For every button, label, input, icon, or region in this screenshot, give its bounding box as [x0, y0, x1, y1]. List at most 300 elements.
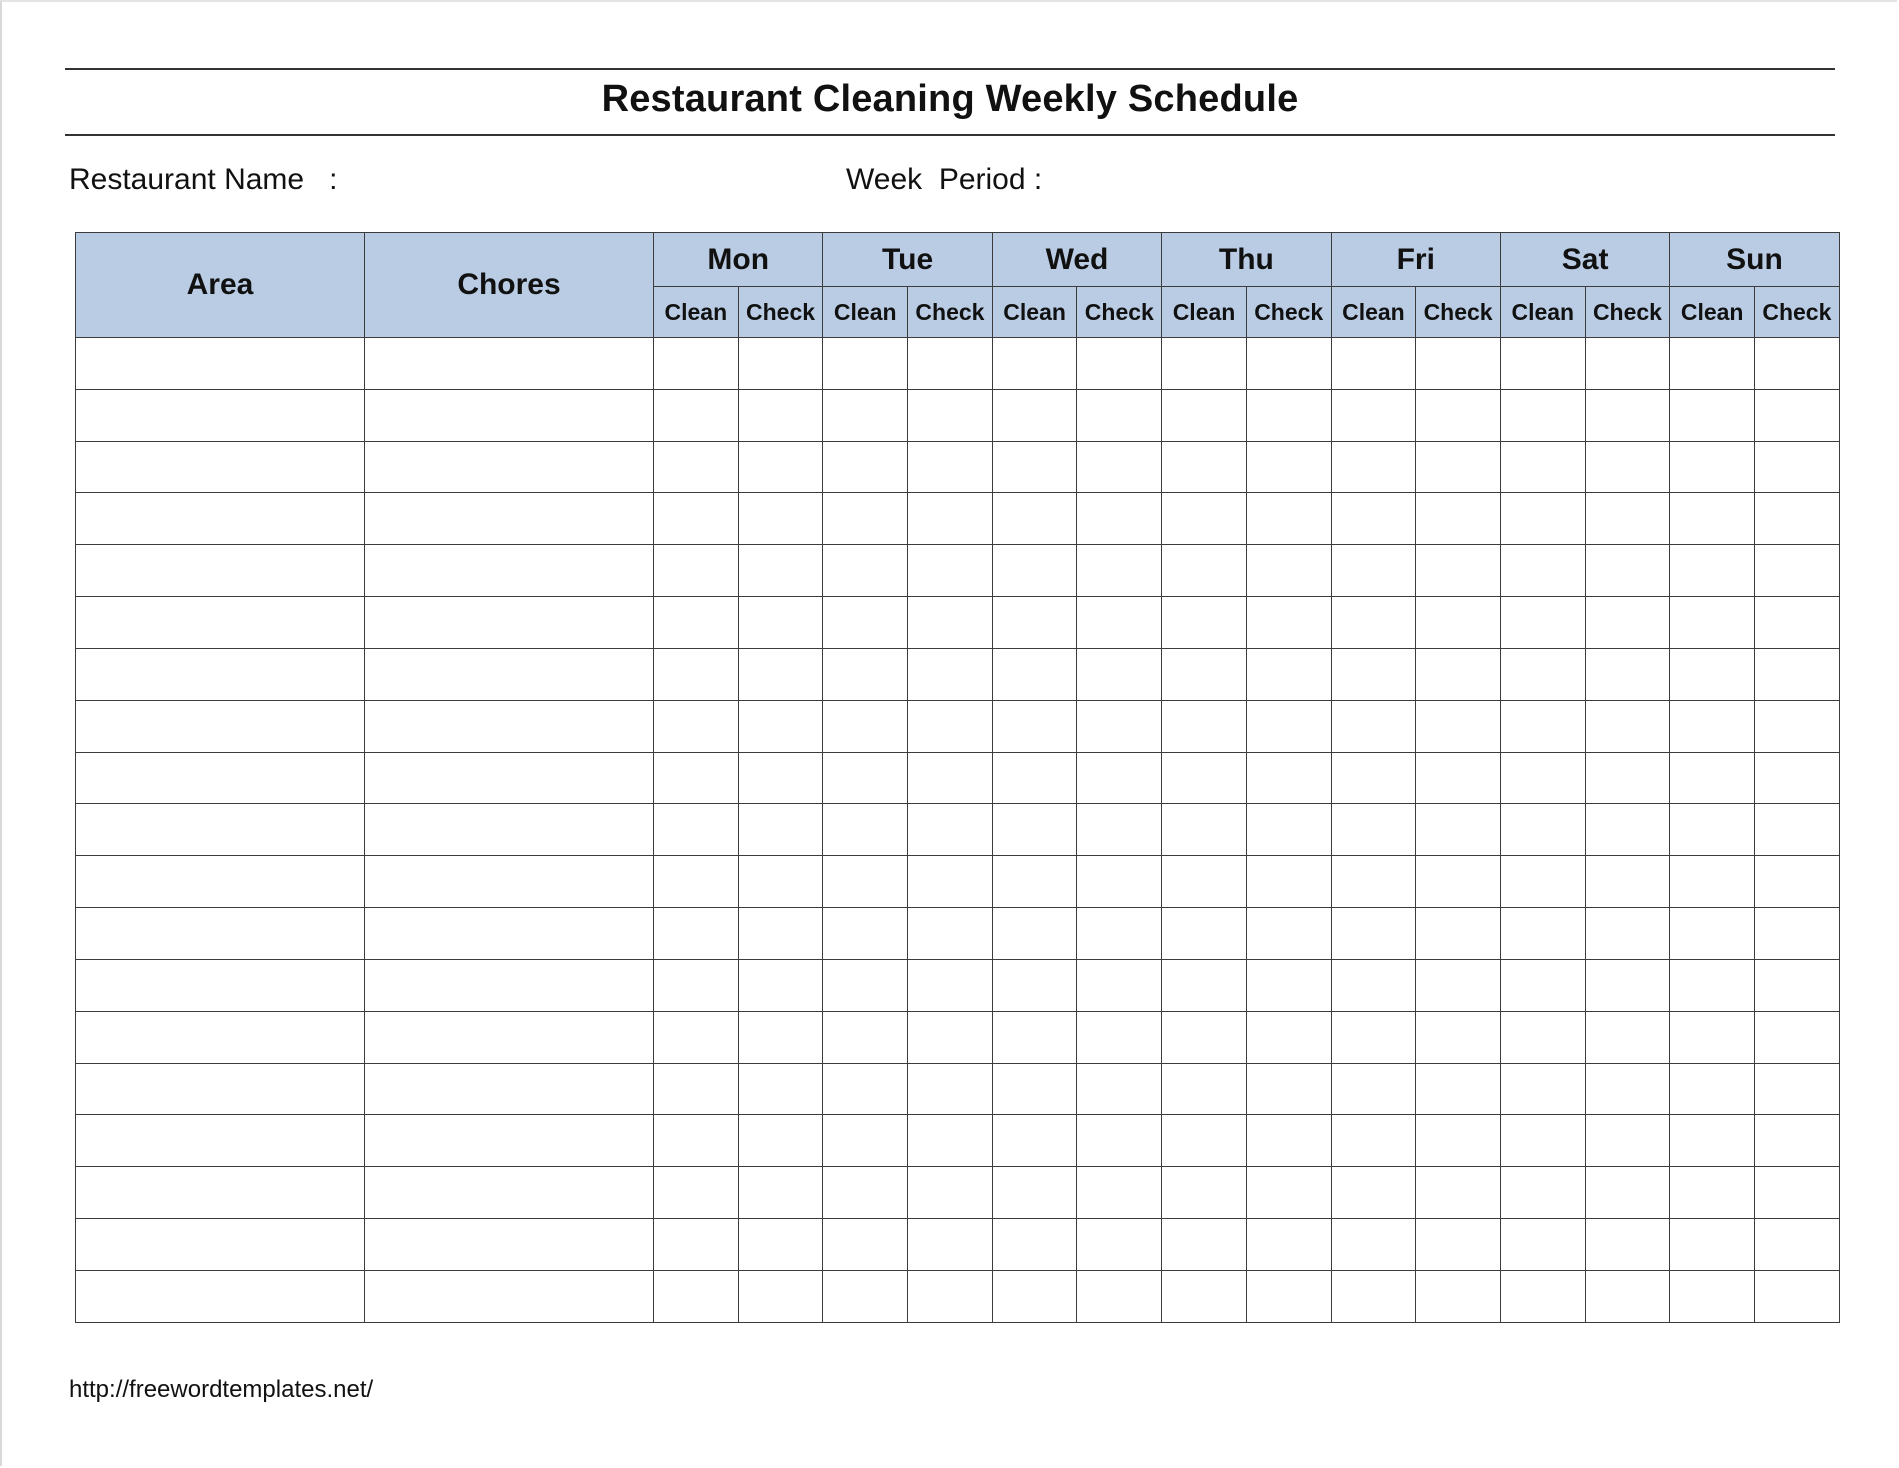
cell-thu-clean[interactable] [1162, 1115, 1247, 1167]
area-cell[interactable] [76, 597, 365, 649]
chores-cell[interactable] [365, 1270, 654, 1322]
cell-mon-check[interactable] [738, 700, 823, 752]
cell-tue-check[interactable] [908, 1115, 993, 1167]
cell-sat-clean[interactable] [1500, 1011, 1585, 1063]
cell-tue-clean[interactable] [823, 700, 908, 752]
cell-mon-clean[interactable] [654, 752, 739, 804]
cell-fri-clean[interactable] [1331, 959, 1416, 1011]
cell-sun-clean[interactable] [1670, 493, 1755, 545]
cell-thu-check[interactable] [1246, 338, 1331, 390]
cell-sun-clean[interactable] [1670, 1270, 1755, 1322]
cell-sat-check[interactable] [1585, 700, 1670, 752]
cell-fri-check[interactable] [1416, 648, 1501, 700]
cell-sat-clean[interactable] [1500, 389, 1585, 441]
chores-cell[interactable] [365, 389, 654, 441]
cell-thu-check[interactable] [1246, 597, 1331, 649]
cell-sun-check[interactable] [1755, 959, 1840, 1011]
cell-fri-check[interactable] [1416, 959, 1501, 1011]
cell-thu-check[interactable] [1246, 493, 1331, 545]
cell-fri-check[interactable] [1416, 1270, 1501, 1322]
chores-cell[interactable] [365, 1115, 654, 1167]
cell-mon-clean[interactable] [654, 700, 739, 752]
cell-fri-clean[interactable] [1331, 1270, 1416, 1322]
cell-sun-check[interactable] [1755, 1063, 1840, 1115]
cell-thu-clean[interactable] [1162, 1270, 1247, 1322]
cell-tue-check[interactable] [908, 441, 993, 493]
area-cell[interactable] [76, 493, 365, 545]
cell-wed-check[interactable] [1077, 959, 1162, 1011]
cell-fri-clean[interactable] [1331, 493, 1416, 545]
area-cell[interactable] [76, 908, 365, 960]
cell-wed-check[interactable] [1077, 493, 1162, 545]
cell-thu-clean[interactable] [1162, 389, 1247, 441]
cell-thu-clean[interactable] [1162, 441, 1247, 493]
cell-fri-clean[interactable] [1331, 1115, 1416, 1167]
cell-sat-check[interactable] [1585, 1270, 1670, 1322]
cell-wed-check[interactable] [1077, 597, 1162, 649]
cell-sat-clean[interactable] [1500, 597, 1585, 649]
cell-thu-check[interactable] [1246, 804, 1331, 856]
cell-sun-clean[interactable] [1670, 597, 1755, 649]
cell-sun-check[interactable] [1755, 752, 1840, 804]
chores-cell[interactable] [365, 1219, 654, 1271]
cell-mon-clean[interactable] [654, 1219, 739, 1271]
cell-fri-check[interactable] [1416, 856, 1501, 908]
cell-wed-check[interactable] [1077, 700, 1162, 752]
area-cell[interactable] [76, 804, 365, 856]
cell-wed-check[interactable] [1077, 338, 1162, 390]
area-cell[interactable] [76, 959, 365, 1011]
cell-thu-check[interactable] [1246, 441, 1331, 493]
cell-mon-check[interactable] [738, 545, 823, 597]
cell-tue-clean[interactable] [823, 545, 908, 597]
cell-tue-check[interactable] [908, 804, 993, 856]
cell-fri-clean[interactable] [1331, 1167, 1416, 1219]
cell-thu-check[interactable] [1246, 1219, 1331, 1271]
cell-wed-clean[interactable] [992, 1270, 1077, 1322]
cell-fri-check[interactable] [1416, 441, 1501, 493]
cell-wed-check[interactable] [1077, 648, 1162, 700]
cell-thu-check[interactable] [1246, 1115, 1331, 1167]
cell-sat-check[interactable] [1585, 856, 1670, 908]
cell-sun-check[interactable] [1755, 908, 1840, 960]
cell-sat-clean[interactable] [1500, 338, 1585, 390]
cell-mon-clean[interactable] [654, 856, 739, 908]
cell-wed-check[interactable] [1077, 856, 1162, 908]
cell-tue-check[interactable] [908, 856, 993, 908]
cell-fri-clean[interactable] [1331, 1011, 1416, 1063]
cell-sun-check[interactable] [1755, 597, 1840, 649]
cell-sun-clean[interactable] [1670, 1011, 1755, 1063]
chores-cell[interactable] [365, 597, 654, 649]
cell-mon-check[interactable] [738, 1011, 823, 1063]
cell-thu-check[interactable] [1246, 1063, 1331, 1115]
area-cell[interactable] [76, 648, 365, 700]
cell-sat-check[interactable] [1585, 908, 1670, 960]
cell-mon-check[interactable] [738, 597, 823, 649]
cell-fri-clean[interactable] [1331, 752, 1416, 804]
cell-mon-check[interactable] [738, 1219, 823, 1271]
cell-tue-check[interactable] [908, 700, 993, 752]
cell-wed-check[interactable] [1077, 908, 1162, 960]
cell-fri-clean[interactable] [1331, 804, 1416, 856]
cell-wed-clean[interactable] [992, 389, 1077, 441]
cell-wed-clean[interactable] [992, 545, 1077, 597]
cell-thu-clean[interactable] [1162, 545, 1247, 597]
cell-sun-check[interactable] [1755, 493, 1840, 545]
cell-wed-clean[interactable] [992, 752, 1077, 804]
area-cell[interactable] [76, 1219, 365, 1271]
cell-mon-clean[interactable] [654, 1115, 739, 1167]
cell-mon-check[interactable] [738, 752, 823, 804]
cell-sun-check[interactable] [1755, 1167, 1840, 1219]
chores-cell[interactable] [365, 908, 654, 960]
cell-thu-clean[interactable] [1162, 856, 1247, 908]
cell-mon-check[interactable] [738, 493, 823, 545]
area-cell[interactable] [76, 545, 365, 597]
cell-sat-check[interactable] [1585, 648, 1670, 700]
cell-wed-clean[interactable] [992, 1115, 1077, 1167]
cell-thu-clean[interactable] [1162, 1167, 1247, 1219]
cell-sun-clean[interactable] [1670, 1063, 1755, 1115]
cell-sun-clean[interactable] [1670, 1219, 1755, 1271]
cell-sun-clean[interactable] [1670, 545, 1755, 597]
cell-thu-clean[interactable] [1162, 1011, 1247, 1063]
cell-fri-clean[interactable] [1331, 338, 1416, 390]
cell-sat-check[interactable] [1585, 338, 1670, 390]
cell-thu-check[interactable] [1246, 700, 1331, 752]
cell-sat-clean[interactable] [1500, 804, 1585, 856]
cell-mon-clean[interactable] [654, 1270, 739, 1322]
cell-sun-check[interactable] [1755, 441, 1840, 493]
cell-fri-check[interactable] [1416, 338, 1501, 390]
cell-mon-clean[interactable] [654, 389, 739, 441]
footer-url[interactable]: http://freewordtemplates.net/ [69, 1376, 374, 1403]
cell-thu-check[interactable] [1246, 389, 1331, 441]
chores-cell[interactable] [365, 648, 654, 700]
cell-thu-clean[interactable] [1162, 804, 1247, 856]
cell-sun-clean[interactable] [1670, 752, 1755, 804]
cell-thu-check[interactable] [1246, 1167, 1331, 1219]
chores-cell[interactable] [365, 1011, 654, 1063]
cell-tue-check[interactable] [908, 1063, 993, 1115]
cell-mon-clean[interactable] [654, 1167, 739, 1219]
cell-tue-check[interactable] [908, 1270, 993, 1322]
cell-wed-check[interactable] [1077, 1167, 1162, 1219]
cell-fri-clean[interactable] [1331, 700, 1416, 752]
cell-fri-clean[interactable] [1331, 389, 1416, 441]
cell-thu-check[interactable] [1246, 1270, 1331, 1322]
cell-wed-check[interactable] [1077, 804, 1162, 856]
cell-fri-check[interactable] [1416, 1115, 1501, 1167]
cell-thu-clean[interactable] [1162, 493, 1247, 545]
cell-sun-check[interactable] [1755, 1219, 1840, 1271]
cell-sat-check[interactable] [1585, 493, 1670, 545]
cell-sun-check[interactable] [1755, 700, 1840, 752]
cell-thu-check[interactable] [1246, 752, 1331, 804]
cell-fri-check[interactable] [1416, 545, 1501, 597]
chores-cell[interactable] [365, 338, 654, 390]
cell-thu-clean[interactable] [1162, 700, 1247, 752]
chores-cell[interactable] [365, 545, 654, 597]
cell-sun-clean[interactable] [1670, 856, 1755, 908]
cell-sat-clean[interactable] [1500, 493, 1585, 545]
chores-cell[interactable] [365, 752, 654, 804]
cell-sat-check[interactable] [1585, 1167, 1670, 1219]
cell-sat-clean[interactable] [1500, 1219, 1585, 1271]
cell-mon-clean[interactable] [654, 1011, 739, 1063]
cell-tue-clean[interactable] [823, 856, 908, 908]
cell-fri-check[interactable] [1416, 752, 1501, 804]
cell-sat-clean[interactable] [1500, 545, 1585, 597]
cell-thu-check[interactable] [1246, 856, 1331, 908]
cell-wed-clean[interactable] [992, 441, 1077, 493]
cell-wed-check[interactable] [1077, 1063, 1162, 1115]
cell-tue-check[interactable] [908, 1011, 993, 1063]
cell-tue-clean[interactable] [823, 804, 908, 856]
cell-thu-check[interactable] [1246, 1011, 1331, 1063]
cell-fri-check[interactable] [1416, 908, 1501, 960]
cell-mon-check[interactable] [738, 959, 823, 1011]
area-cell[interactable] [76, 1115, 365, 1167]
cell-thu-check[interactable] [1246, 908, 1331, 960]
area-cell[interactable] [76, 752, 365, 804]
chores-cell[interactable] [365, 493, 654, 545]
cell-mon-check[interactable] [738, 1270, 823, 1322]
area-cell[interactable] [76, 856, 365, 908]
cell-sun-clean[interactable] [1670, 1167, 1755, 1219]
chores-cell[interactable] [365, 856, 654, 908]
chores-cell[interactable] [365, 804, 654, 856]
cell-thu-check[interactable] [1246, 959, 1331, 1011]
cell-mon-check[interactable] [738, 1167, 823, 1219]
cell-thu-clean[interactable] [1162, 752, 1247, 804]
cell-fri-check[interactable] [1416, 700, 1501, 752]
cell-fri-clean[interactable] [1331, 856, 1416, 908]
area-cell[interactable] [76, 389, 365, 441]
cell-thu-clean[interactable] [1162, 648, 1247, 700]
cell-sat-check[interactable] [1585, 1219, 1670, 1271]
cell-sun-check[interactable] [1755, 1115, 1840, 1167]
cell-mon-check[interactable] [738, 908, 823, 960]
cell-fri-clean[interactable] [1331, 545, 1416, 597]
cell-fri-check[interactable] [1416, 493, 1501, 545]
cell-sat-clean[interactable] [1500, 1063, 1585, 1115]
cell-fri-check[interactable] [1416, 1011, 1501, 1063]
area-cell[interactable] [76, 700, 365, 752]
cell-tue-clean[interactable] [823, 1011, 908, 1063]
cell-sun-clean[interactable] [1670, 389, 1755, 441]
cell-tue-check[interactable] [908, 908, 993, 960]
cell-sat-clean[interactable] [1500, 1270, 1585, 1322]
cell-sun-check[interactable] [1755, 856, 1840, 908]
cell-wed-clean[interactable] [992, 908, 1077, 960]
cell-fri-check[interactable] [1416, 389, 1501, 441]
area-cell[interactable] [76, 1011, 365, 1063]
cell-mon-check[interactable] [738, 338, 823, 390]
chores-cell[interactable] [365, 700, 654, 752]
cell-fri-clean[interactable] [1331, 1063, 1416, 1115]
cell-tue-clean[interactable] [823, 493, 908, 545]
cell-wed-clean[interactable] [992, 1167, 1077, 1219]
cell-tue-clean[interactable] [823, 1063, 908, 1115]
cell-sun-clean[interactable] [1670, 1115, 1755, 1167]
cell-tue-clean[interactable] [823, 597, 908, 649]
cell-tue-check[interactable] [908, 959, 993, 1011]
cell-fri-check[interactable] [1416, 1219, 1501, 1271]
cell-wed-check[interactable] [1077, 1115, 1162, 1167]
cell-sat-clean[interactable] [1500, 1167, 1585, 1219]
cell-sat-clean[interactable] [1500, 441, 1585, 493]
cell-wed-clean[interactable] [992, 1011, 1077, 1063]
cell-tue-clean[interactable] [823, 908, 908, 960]
cell-thu-clean[interactable] [1162, 1063, 1247, 1115]
cell-sat-check[interactable] [1585, 389, 1670, 441]
cell-fri-clean[interactable] [1331, 1219, 1416, 1271]
cell-wed-clean[interactable] [992, 648, 1077, 700]
cell-tue-clean[interactable] [823, 1270, 908, 1322]
chores-cell[interactable] [365, 959, 654, 1011]
area-cell[interactable] [76, 338, 365, 390]
cell-tue-clean[interactable] [823, 959, 908, 1011]
cell-sun-check[interactable] [1755, 545, 1840, 597]
cell-sun-clean[interactable] [1670, 959, 1755, 1011]
cell-wed-clean[interactable] [992, 493, 1077, 545]
cell-tue-check[interactable] [908, 648, 993, 700]
cell-sun-clean[interactable] [1670, 441, 1755, 493]
cell-thu-clean[interactable] [1162, 597, 1247, 649]
cell-wed-clean[interactable] [992, 959, 1077, 1011]
cell-sat-check[interactable] [1585, 1011, 1670, 1063]
chores-cell[interactable] [365, 1167, 654, 1219]
cell-thu-clean[interactable] [1162, 959, 1247, 1011]
cell-tue-clean[interactable] [823, 752, 908, 804]
cell-thu-clean[interactable] [1162, 908, 1247, 960]
cell-wed-clean[interactable] [992, 597, 1077, 649]
cell-thu-clean[interactable] [1162, 1219, 1247, 1271]
cell-mon-clean[interactable] [654, 908, 739, 960]
cell-mon-clean[interactable] [654, 493, 739, 545]
cell-sun-clean[interactable] [1670, 648, 1755, 700]
cell-sat-check[interactable] [1585, 804, 1670, 856]
cell-sat-clean[interactable] [1500, 700, 1585, 752]
cell-mon-check[interactable] [738, 804, 823, 856]
cell-wed-check[interactable] [1077, 545, 1162, 597]
cell-sat-check[interactable] [1585, 959, 1670, 1011]
cell-sun-clean[interactable] [1670, 804, 1755, 856]
cell-tue-clean[interactable] [823, 441, 908, 493]
cell-tue-check[interactable] [908, 338, 993, 390]
cell-mon-clean[interactable] [654, 545, 739, 597]
cell-tue-check[interactable] [908, 1167, 993, 1219]
cell-sat-check[interactable] [1585, 545, 1670, 597]
cell-mon-check[interactable] [738, 648, 823, 700]
cell-sun-check[interactable] [1755, 338, 1840, 390]
cell-fri-clean[interactable] [1331, 648, 1416, 700]
cell-mon-check[interactable] [738, 856, 823, 908]
cell-tue-clean[interactable] [823, 338, 908, 390]
cell-wed-check[interactable] [1077, 389, 1162, 441]
cell-tue-check[interactable] [908, 389, 993, 441]
cell-tue-check[interactable] [908, 752, 993, 804]
cell-wed-check[interactable] [1077, 752, 1162, 804]
cell-fri-check[interactable] [1416, 1063, 1501, 1115]
cell-tue-check[interactable] [908, 545, 993, 597]
cell-wed-check[interactable] [1077, 441, 1162, 493]
cell-fri-clean[interactable] [1331, 441, 1416, 493]
cell-mon-clean[interactable] [654, 597, 739, 649]
cell-mon-clean[interactable] [654, 804, 739, 856]
cell-fri-check[interactable] [1416, 1167, 1501, 1219]
cell-mon-clean[interactable] [654, 1063, 739, 1115]
cell-sat-clean[interactable] [1500, 752, 1585, 804]
cell-mon-check[interactable] [738, 441, 823, 493]
cell-fri-clean[interactable] [1331, 908, 1416, 960]
cell-tue-clean[interactable] [823, 1115, 908, 1167]
area-cell[interactable] [76, 1270, 365, 1322]
cell-sun-check[interactable] [1755, 1011, 1840, 1063]
chores-cell[interactable] [365, 441, 654, 493]
cell-tue-clean[interactable] [823, 389, 908, 441]
cell-fri-check[interactable] [1416, 597, 1501, 649]
cell-tue-clean[interactable] [823, 648, 908, 700]
cell-fri-check[interactable] [1416, 804, 1501, 856]
cell-wed-check[interactable] [1077, 1270, 1162, 1322]
cell-sun-clean[interactable] [1670, 908, 1755, 960]
cell-tue-clean[interactable] [823, 1167, 908, 1219]
cell-mon-check[interactable] [738, 1115, 823, 1167]
cell-sun-check[interactable] [1755, 389, 1840, 441]
cell-wed-clean[interactable] [992, 338, 1077, 390]
cell-mon-clean[interactable] [654, 338, 739, 390]
cell-thu-clean[interactable] [1162, 338, 1247, 390]
cell-mon-check[interactable] [738, 1063, 823, 1115]
area-cell[interactable] [76, 1167, 365, 1219]
area-cell[interactable] [76, 1063, 365, 1115]
cell-mon-clean[interactable] [654, 648, 739, 700]
cell-wed-clean[interactable] [992, 700, 1077, 752]
cell-tue-check[interactable] [908, 1219, 993, 1271]
cell-sat-check[interactable] [1585, 597, 1670, 649]
cell-tue-clean[interactable] [823, 1219, 908, 1271]
cell-sun-check[interactable] [1755, 648, 1840, 700]
cell-wed-check[interactable] [1077, 1011, 1162, 1063]
cell-wed-clean[interactable] [992, 856, 1077, 908]
cell-wed-clean[interactable] [992, 804, 1077, 856]
cell-fri-clean[interactable] [1331, 597, 1416, 649]
cell-sat-check[interactable] [1585, 1063, 1670, 1115]
cell-sun-check[interactable] [1755, 1270, 1840, 1322]
cell-mon-check[interactable] [738, 389, 823, 441]
cell-mon-clean[interactable] [654, 959, 739, 1011]
cell-wed-check[interactable] [1077, 1219, 1162, 1271]
chores-cell[interactable] [365, 1063, 654, 1115]
cell-mon-clean[interactable] [654, 441, 739, 493]
cell-sat-clean[interactable] [1500, 856, 1585, 908]
cell-sat-check[interactable] [1585, 752, 1670, 804]
cell-thu-check[interactable] [1246, 648, 1331, 700]
cell-sat-clean[interactable] [1500, 648, 1585, 700]
cell-thu-check[interactable] [1246, 545, 1331, 597]
cell-sun-clean[interactable] [1670, 700, 1755, 752]
cell-wed-clean[interactable] [992, 1219, 1077, 1271]
cell-tue-check[interactable] [908, 493, 993, 545]
cell-sat-clean[interactable] [1500, 908, 1585, 960]
cell-sat-check[interactable] [1585, 1115, 1670, 1167]
cell-wed-clean[interactable] [992, 1063, 1077, 1115]
cell-sat-clean[interactable] [1500, 959, 1585, 1011]
cell-sat-check[interactable] [1585, 441, 1670, 493]
